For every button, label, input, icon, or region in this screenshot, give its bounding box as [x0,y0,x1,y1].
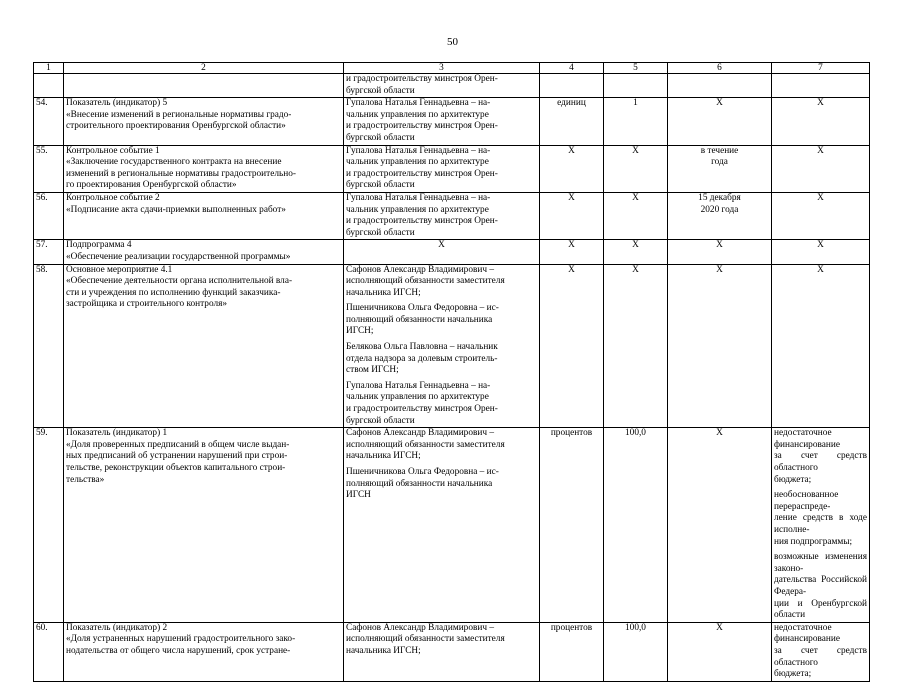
text-line: нодательства от общего числа нарушений, срок устране- [66,645,291,656]
responsible-cell [344,428,540,623]
text-line: Сафонов Александр Владимирович – [346,428,494,439]
text-line: исполняющий обязанности заместителя [346,276,505,287]
term-cell [668,98,772,145]
text-line: Х [716,240,723,251]
row-number-cell: 57. [34,240,64,264]
name-cell [64,98,344,145]
text-line: в течение [700,145,739,156]
name-cell [64,428,344,623]
row-number-cell [34,74,64,98]
text-line: ния подпрограммы; [774,536,853,547]
text-line: за счет средств областного [774,451,867,473]
table-row [34,622,870,681]
table-row [34,74,870,98]
text-line: чальник управления по архитектуре [346,204,489,215]
text-line: бургской области [346,180,415,191]
value-cell: 1 [604,98,668,145]
unit-cell: Х [540,192,604,239]
table-row [34,428,870,623]
column-number-4: 4 [540,63,604,74]
text-line: Х [716,428,723,439]
text-line: Х [716,622,723,633]
text-line: бюджета; [774,474,812,485]
responsible-cell [344,622,540,681]
text-line: Основное мероприятие 4.1 [66,264,173,275]
text-line: Контрольное событие 1 [66,145,160,156]
value-cell: Х [604,192,668,239]
header-row [34,63,870,74]
value-cell: Х [604,145,668,192]
text-line: Гупалова Наталья Геннадьевна – на- [346,192,491,203]
table-row [34,240,870,264]
text-line: Х [716,264,723,275]
text-line: и градостроительству минстроя Орен- [346,121,498,132]
responsible-cell [344,74,540,98]
text-line: и градостроительству минстроя Орен- [346,168,498,179]
row-number-cell: 59. [34,428,64,623]
row-number-cell: 54. [34,98,64,145]
text-line: отдела надзора за долевым строитель- [346,353,498,364]
row-number-cell: 58. [34,264,64,428]
text-line: «Внесение изменений в региональные нормативы градо- [66,109,292,120]
name-cell [64,622,344,681]
text-line: чальник управления по архитектуре [346,109,489,120]
text-line: сти и учреждения по исполнению функций заказчика- [66,287,281,298]
text-line: исполняющий обязанности заместителя [346,634,505,645]
text-line: и градостроительству минстроя Орен- [346,404,498,415]
risk-cell [772,74,870,98]
text-line: Х [817,145,824,156]
table-row [34,264,870,428]
term-cell [668,428,772,623]
term-cell [668,240,772,264]
text-line: Подпрограмма 4 [66,240,132,251]
text-line: недостаточное финансирование [774,622,840,645]
text-line: изменений в региональные нормативы градостроительно- [66,168,296,179]
text-line: тельстве, реконструкции объектов капитального строи- [66,463,286,473]
text-line: бургской области [346,85,415,96]
text-line: ИГСН; [346,326,374,337]
column-number-2: 2 [64,63,344,74]
row-number-cell: 56. [34,192,64,239]
page-number: 50 [447,36,458,48]
term-cell [668,192,772,239]
risk-cell [772,622,870,681]
text-line: «Обеспечение деятельности органа исполнительной вла- [66,276,293,287]
text-line: ных предписаний об устранении нарушений при строи- [66,451,288,462]
text-line: бургской области [346,132,415,143]
text-line: Х [817,192,824,203]
text-line: полняющий обязанности начальника [346,478,493,489]
name-cell [64,240,344,264]
term-cell [668,622,772,681]
responsible-cell [344,192,540,239]
text-line: Показатель (индикатор) 1 [66,428,168,439]
risk-cell [772,98,870,145]
text-line: «Обеспечение реализации государственной программы» [66,251,291,262]
value-cell: 100,0 [604,622,668,681]
term-cell [668,74,772,98]
text-line: «Заключение государственного контракта на внесение [66,157,282,168]
risk-cell [772,264,870,428]
text-line: Х [817,98,824,109]
text-line: полняющий обязанности начальника [346,314,493,325]
text-line: «Подписание акта сдачи-приемки выполненных работ» [66,204,286,215]
responsible-cell [344,240,540,264]
text-line: строительного проектирования Оренбургской области» [66,121,286,132]
row-number-cell: 60. [34,622,64,681]
text-line: Х [438,240,445,251]
name-cell [64,145,344,192]
responsible-cell [344,264,540,428]
risk-cell [772,428,870,623]
text-line: необоснованное перераспреде- [774,490,839,512]
responsible-cell [344,145,540,192]
column-number-5: 5 [604,63,668,74]
risk-cell [772,240,870,264]
column-number-7: 7 [772,63,870,74]
text-line: и градостроительству минстроя Орен- [346,74,498,84]
text-line: бургской области [346,415,415,426]
table-row [34,145,870,192]
table-row [34,192,870,239]
text-line: Гупалова Наталья Геннадьевна – на- [346,380,491,391]
text-line: го проектирования Оренбургской области» [66,180,237,191]
text-line: дательства Российской Федера- [774,575,867,597]
name-cell [64,192,344,239]
row-number-cell: 55. [34,145,64,192]
text-line: Х [817,240,824,251]
program-table [33,62,870,682]
text-line: Белякова Ольга Павловна – начальник [346,342,498,353]
table-row [34,98,870,145]
value-cell: 100,0 [604,428,668,623]
text-line: 2020 года [700,204,739,215]
text-line: Сафонов Александр Владимирович – [346,264,494,275]
risk-cell [772,192,870,239]
text-line: начальника ИГСН; [346,287,421,298]
text-line: Пшеничникова Ольга Федоровна – ис- [346,303,499,314]
unit-cell: Х [540,145,604,192]
text-line: Пшеничникова Ольга Федоровна – ис- [346,467,499,477]
unit-cell: Х [540,264,604,428]
text-line: бургской области [346,227,415,238]
term-cell [668,145,772,192]
text-line: Показатель (индикатор) 2 [66,622,168,633]
text-line: Гупалова Наталья Геннадьевна – на- [346,98,491,109]
unit-cell: процентов [540,428,604,623]
text-line: возможные изменения законо- [774,552,867,574]
text-line: ление средств в ходе исполне- [774,513,867,535]
text-line: Показатель (индикатор) 5 [66,98,168,109]
term-cell [668,264,772,428]
responsible-cell [344,98,540,145]
value-cell: Х [604,264,668,428]
risk-cell [772,145,870,192]
text-line: «Доля проверенных предписаний в общем числе выдан- [66,439,290,450]
text-line: Сафонов Александр Владимирович – [346,622,494,633]
text-line: застройщика и строительного контроля» [66,299,228,310]
unit-cell: единиц [540,98,604,145]
column-number-1: 1 [34,63,64,74]
value-cell [604,74,668,98]
unit-cell: процентов [540,622,604,681]
text-line: начальника ИГСН; [346,451,421,462]
text-line: Контрольное событие 2 [66,192,160,203]
column-number-3: 3 [344,63,540,74]
text-line: 15 декабря [698,192,741,203]
name-cell [64,74,344,98]
name-cell [64,264,344,428]
unit-cell: Х [540,240,604,264]
text-line: «Доля устраненных нарушений градостроительного зако- [66,634,296,645]
text-line: чальник управления по архитектуре [346,392,489,403]
text-line: года [711,157,728,168]
text-line: исполняющий обязанности заместителя [346,439,505,450]
text-line: бюджета; [774,669,812,680]
text-line: Х [716,98,723,109]
text-line: за счет средств областного [774,645,867,668]
column-number-6: 6 [668,63,772,74]
text-line: Х [817,264,824,275]
value-cell: Х [604,240,668,264]
text-line: чальник управления по архитектуре [346,157,489,168]
text-line: ством ИГСН; [346,365,399,376]
text-line: ИГСН [346,490,371,501]
text-line: ции и Оренбургской области [774,598,867,621]
unit-cell [540,74,604,98]
text-line: и градостроительству минстроя Орен- [346,216,498,227]
text-line: начальника ИГСН; [346,645,421,656]
text-line: недостаточное финансирование [774,428,840,450]
text-line: тельства» [66,474,105,485]
text-line: Гупалова Наталья Геннадьевна – на- [346,145,491,156]
